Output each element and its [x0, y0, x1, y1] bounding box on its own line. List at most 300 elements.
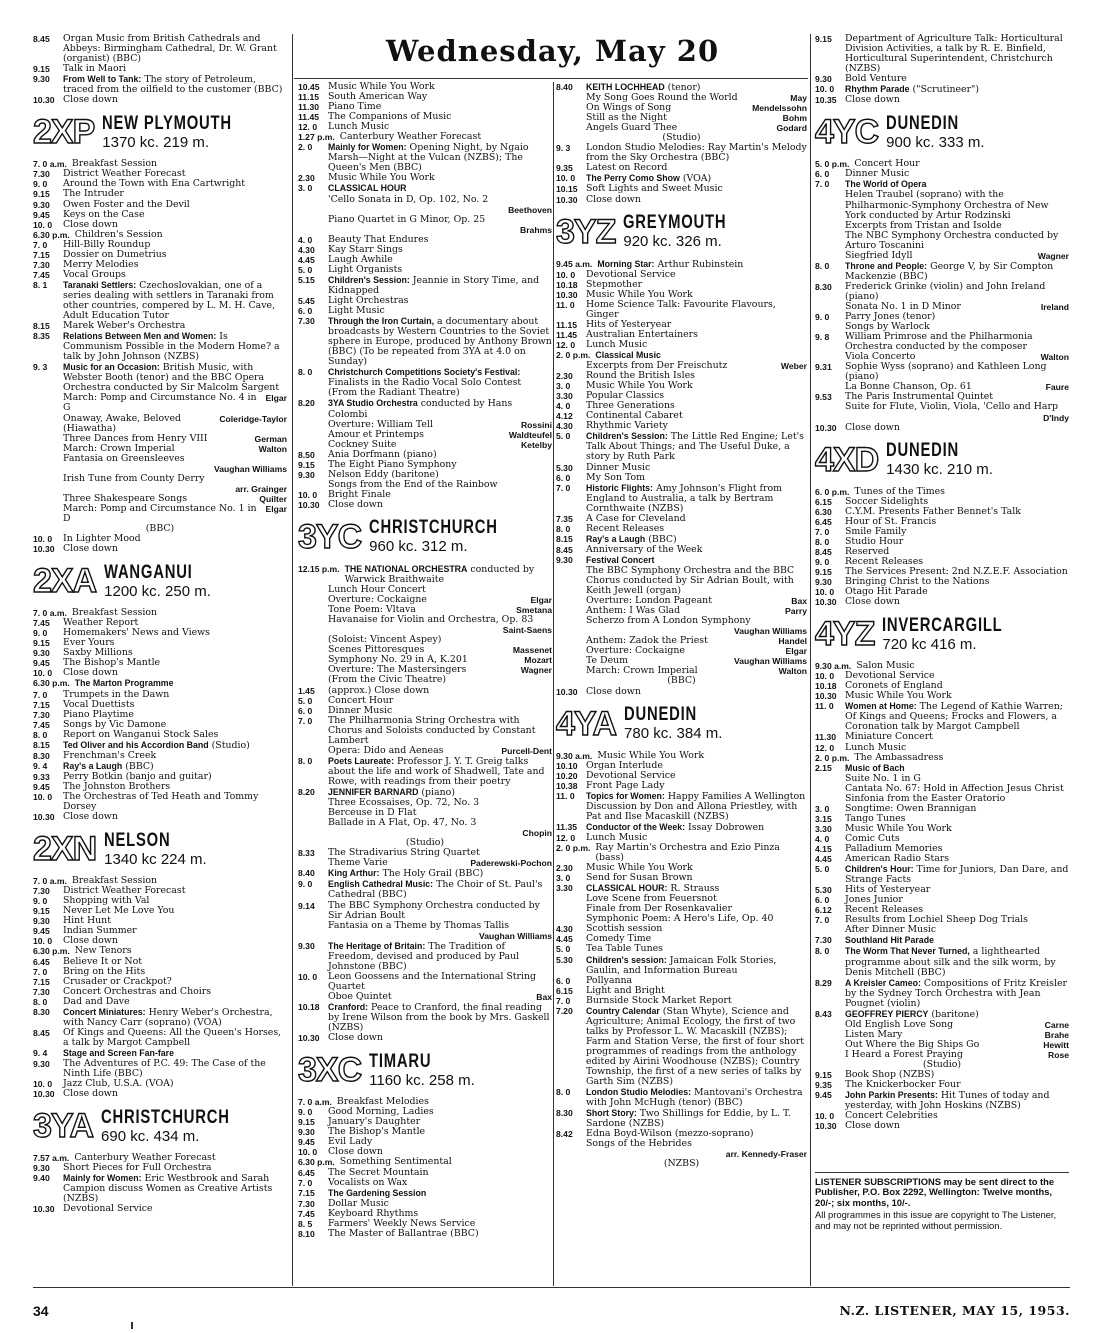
programme-text: Close down — [328, 1146, 383, 1158]
programme-text: Hits of Yesteryear — [586, 318, 672, 330]
programme-time: 7. 0 — [815, 526, 830, 537]
programme-text: Concert Orchestras and Choirs — [63, 985, 212, 997]
programme-detail: After Dinner Music — [845, 924, 937, 936]
programme-time: 9.15 — [815, 1070, 832, 1081]
programme-time: 9.45 — [815, 1090, 832, 1101]
programme-text: Good Morning, Ladies — [328, 1106, 434, 1118]
programme-time: 12. 0 — [298, 122, 318, 133]
programme-time: 9. 4 — [33, 760, 48, 771]
programme-highlight: John Parkin Presents: — [845, 1090, 938, 1101]
programme-description — [586, 195, 807, 205]
programme-time: 10.30 — [33, 544, 55, 555]
programme-time: 10.30 — [33, 1204, 55, 1215]
programme-text: Canterbury Weather Forecast — [74, 1152, 216, 1164]
programme-text: Popular Classics — [586, 390, 665, 402]
programme-highlight: Children's Hour: — [845, 864, 914, 875]
programme-entry — [298, 756, 552, 787]
programme-highlight: Rhythm Parade — [845, 84, 910, 95]
programme-text: Ania Dorfmann (piano) — [328, 448, 437, 460]
programme-text: British Music, with Webster Booth (tenor) and the BBC Opera Orchestra conducted by Sir Malcolm Sargent — [63, 362, 280, 394]
programme-time: 10.30 — [33, 95, 55, 106]
programme-text: (Stan Whyte), Science and Agriculture; Animal Ecology, the first of two talks by Professor L. W. Macaskill (NZBS); Farm and Station Verse, the first of four short programmes of readings from the anthology edited by Airini Woodhouse (NZBS); Country Township, the first of a new series of talks by Garth Sim (NZBS) — [586, 1005, 804, 1088]
programme-detail: Excerpts from Tristan and Isolde — [845, 219, 1002, 231]
composer-name: Hewitt — [1043, 1039, 1069, 1050]
programme-highlight: JENNIFER BARNARD — [328, 787, 419, 797]
composition-line — [298, 992, 552, 1002]
footer-rule — [33, 1287, 1070, 1288]
programme-time: 9.40 — [33, 1173, 50, 1184]
programme-time: 9.15 — [33, 906, 50, 917]
programme-text: The Eight Piano Symphony — [328, 458, 457, 470]
programme-entry — [556, 843, 807, 863]
station-info — [886, 441, 993, 478]
programme-highlight: London Studio Melodies: — [586, 1087, 692, 1098]
programme-entry — [298, 1229, 552, 1239]
programme-time: 4. 0 — [556, 401, 571, 412]
programme-entry — [298, 879, 552, 900]
programme-entry — [33, 668, 287, 678]
programme-time: 7. 0 a.m. — [298, 1097, 332, 1108]
programme-description — [328, 500, 552, 510]
composer-name: D'Indy — [1043, 412, 1069, 423]
programme-highlight: Throne and People: — [845, 260, 928, 271]
composition-title: Overture: William Tell — [328, 418, 433, 430]
programme-text: C.Y.M. Presents Father Bennet's Talk — [845, 505, 1021, 517]
programme-time: 11.30 — [815, 732, 837, 743]
programme-time: 6.45 — [298, 1167, 315, 1178]
programme-time: 4.30 — [556, 924, 573, 935]
programme-highlight: A Kreisler Cameo: — [845, 977, 921, 988]
programme-text: Front Page Lady — [586, 779, 665, 791]
programme-time: 10.30 — [556, 686, 578, 697]
programme-description — [328, 972, 552, 992]
programme-highlight: Christchurch Competitions Society's Festival: — [328, 367, 521, 378]
composer-name: Weber — [780, 361, 807, 372]
programme-highlight: Ray's a Laugh — [63, 760, 123, 771]
programme-entry — [298, 265, 552, 275]
programme-description — [586, 996, 807, 1006]
programme-text: Breakfast Session — [71, 875, 158, 887]
programme-time: 9.30 — [298, 940, 315, 951]
composer-name: Chopin — [522, 828, 552, 839]
programme-highlight: English Cathedral Music: — [328, 879, 434, 890]
programme-highlight: Poets Laureate: — [328, 755, 394, 766]
composition-line — [298, 931, 552, 941]
programme-text: The Paris Instrumental Quintet — [845, 391, 994, 403]
programme-time: 10.30 — [33, 1089, 55, 1100]
station-logo: 2XP — [33, 113, 95, 152]
station-info — [104, 563, 218, 600]
programme-text: Comedy Time — [586, 933, 652, 945]
programme-entry — [556, 431, 807, 462]
composer-name: arr. Grainger — [235, 483, 287, 494]
programme-time: 9.14 — [298, 900, 315, 911]
programme-text: The Services Present: 2nd N.Z.E.F. Association — [845, 565, 1068, 577]
station-header — [298, 517, 552, 557]
programme-time: 2. 0 p.m. — [815, 752, 850, 763]
programme-detail: (Soloist: Vincent Aspey) — [328, 634, 442, 646]
programme-time: 2. 0 — [298, 142, 313, 153]
programme-entry — [298, 716, 552, 746]
composer-name: Mozart — [524, 655, 552, 666]
programme-description — [845, 946, 1069, 977]
programme-text: Latest on Record — [586, 162, 668, 174]
composition-title: Tone Poem: Vltava — [328, 604, 416, 616]
programme-time: 10. 0 — [815, 671, 835, 682]
station-name: DUNEDIN — [886, 112, 960, 134]
programme-description — [63, 362, 287, 393]
programme-text: Close down — [845, 94, 900, 106]
programme-time: 9.33 — [33, 771, 50, 782]
programme-entry — [815, 854, 1069, 864]
programme-highlight: Children's session: — [586, 954, 667, 965]
programme-text: Smile Family — [845, 525, 907, 537]
programme-description — [845, 362, 1069, 382]
programme-description — [63, 1163, 287, 1173]
programme-description — [586, 1006, 807, 1087]
programme-entry — [33, 331, 287, 362]
programme-entry — [556, 791, 807, 822]
programme-time: 1.45 — [298, 685, 315, 696]
programme-time: 6.15 — [556, 985, 573, 996]
programme-text: Organ Interlude — [586, 759, 663, 771]
station-name: NEW PLYMOUTH — [102, 112, 233, 134]
composition-title: Scenes Pittoresques — [328, 644, 425, 656]
composition-title: Siegfried Idyll — [845, 249, 913, 261]
composition-line — [815, 251, 1069, 261]
programme-time: 9. 0 — [33, 896, 48, 907]
programme-time: 10. 0 — [556, 269, 576, 280]
programme-text: Canterbury Weather Forecast — [339, 131, 482, 143]
programme-text: Concert Celebrities — [845, 1110, 938, 1122]
programme-time: 7.30 — [815, 935, 832, 946]
programme-description — [854, 753, 1069, 763]
programme-text: Time for Juniors, Dan Dare, and Strange Facts — [845, 864, 1069, 886]
programme-time: 11.30 — [298, 102, 320, 113]
programme-text: (tenor) — [664, 82, 701, 93]
programme-time: 4.15 — [815, 844, 832, 854]
station-header — [33, 829, 287, 869]
programme-time: 4. 0 — [298, 234, 313, 245]
composition-title: March: Pomp and Circumstance No. 1 in D — [63, 502, 257, 524]
programme-entry — [556, 524, 807, 534]
programme-time: 6. 0 — [298, 306, 313, 317]
programme-detail: Ballade in A Flat, Op. 47, No. 3 — [328, 817, 477, 829]
programme-time: 8. 0 — [815, 260, 830, 271]
programme-description — [845, 1121, 1069, 1131]
station-header — [815, 614, 1069, 654]
programme-time: 9. 0 — [298, 1107, 313, 1118]
programme-time: 4.45 — [556, 934, 573, 945]
programme-time: 11.15 — [556, 319, 578, 330]
programme-time: 10. 0 — [298, 489, 318, 500]
programme-time: 6. 0 p.m. — [815, 486, 850, 497]
programme-text: A Case for Cleveland — [586, 512, 686, 524]
programme-text: In Lighter Mood — [63, 533, 141, 545]
composer-name: Walton — [778, 666, 807, 677]
programme-time: 8.15 — [33, 321, 50, 332]
programme-time: 9.30 — [298, 469, 315, 480]
composition-title: Symphony No. 29 in A, K.201 — [328, 654, 468, 666]
programme-description — [63, 544, 287, 554]
programme-text: (piano) — [418, 787, 455, 798]
programme-entry — [815, 74, 1069, 84]
station-header — [815, 112, 1069, 152]
programme-highlight: Children's Session: — [586, 431, 668, 442]
programme-highlight: From Well to Tank: — [63, 74, 142, 85]
programme-entry — [815, 423, 1069, 433]
programme-text: Book Shop (NZBS) — [845, 1069, 935, 1081]
programme-time: 9.30 — [33, 74, 50, 85]
programme-text: Never Let Me Love You — [63, 905, 175, 917]
programme-text: Devotional Service — [63, 1203, 153, 1215]
programme-time: 4.45 — [298, 254, 315, 265]
programme-highlight: Cranford: — [328, 1001, 369, 1012]
programme-time: 3.30 — [815, 823, 832, 834]
composer-name: Bax — [536, 991, 552, 1002]
programme-text: Eric Westbrook and Sarah Campion discuss Women as Creative Artists (NZBS) — [63, 1173, 273, 1205]
station-logo: 3YA — [33, 1107, 94, 1146]
station-info — [624, 705, 722, 742]
programme-description — [63, 280, 287, 321]
subscriptions-notice — [815, 1177, 1069, 1231]
programme-time: 7.20 — [556, 1005, 573, 1016]
programme-text: Around the Town with Ena Cartwright — [63, 178, 246, 190]
programme-entry — [298, 306, 552, 316]
programme-time: 8.30 — [815, 281, 832, 292]
programme-description — [328, 306, 552, 316]
programme-text: George V, by Sir Compton Mackenzie (BBC) — [845, 260, 1054, 282]
programme-time: 7. 0 a.m. — [33, 608, 67, 619]
programme-entry — [556, 687, 807, 697]
programme-description — [345, 564, 552, 585]
programme-time: 7. 0 a.m. — [33, 159, 67, 170]
programme-description — [586, 524, 807, 534]
programme-entry — [815, 701, 1069, 732]
programme-time: 9.30 a.m. — [815, 661, 852, 672]
programme-time: 10. 0 — [33, 792, 53, 802]
programme-highlight: CLASSICAL HOUR: — [586, 883, 668, 894]
programme-time: 10. 0 — [33, 1079, 53, 1090]
programme-description — [328, 173, 552, 183]
programme-entry — [815, 691, 1069, 701]
programme-time: 10. 0 — [815, 587, 835, 598]
programme-description — [63, 1007, 287, 1028]
programme-entry — [298, 1178, 552, 1188]
programme-text: Music While You Work — [845, 822, 952, 834]
composition-title: Angels Guard Thee — [586, 122, 678, 134]
composer-name: Rose — [1047, 1049, 1069, 1060]
programme-text: Palladium Memories — [845, 843, 943, 854]
programme-detail: Helen Traubel (soprano) with the Philharmonic-Symphony Orchestra of New York conducted by Artur Rodzinski — [845, 189, 1049, 221]
programme-time: 7.45 — [33, 269, 50, 280]
programme-text: Jeannie in Story Time, and Kidnapped — [328, 274, 540, 296]
programme-text: Dad and Dave — [63, 995, 130, 1007]
programme-text: The Legend of Kathie Warren; Of Kings and Queens; Frocks and Flowers, a Coronation talk by Margot Campbell — [845, 701, 1063, 733]
programme-description — [845, 95, 1069, 105]
programme-description — [340, 132, 552, 142]
programme-entry — [815, 261, 1069, 282]
programme-entry — [33, 730, 287, 740]
source-note: (Studio) — [922, 1058, 962, 1070]
composer-name: Bohm — [782, 113, 807, 124]
programme-entry — [298, 316, 552, 367]
programme-time: 8.20 — [298, 787, 315, 797]
programme-text: (Studio) — [208, 739, 250, 751]
programme-description — [586, 1108, 807, 1129]
composer-name: Faure — [1045, 382, 1069, 393]
programme-time: 7.30 — [33, 886, 50, 897]
composition-title: Overture: Cockaigne — [328, 594, 427, 606]
programme-time: 10.18 — [556, 279, 578, 290]
programme-description — [328, 879, 552, 900]
programme-description — [328, 756, 552, 787]
programme-time: 4. 0 — [815, 833, 830, 844]
programme-time: 4.30 — [556, 421, 573, 432]
programme-time: 10.30 — [556, 289, 578, 300]
programme-text: Home Science Talk: Favourite Flavours, Ginger — [586, 298, 776, 320]
composer-name: Wagner — [1037, 250, 1069, 261]
programme-time: 10. 0 — [33, 219, 53, 230]
programme-time: 7.30 — [298, 1198, 315, 1209]
composer-name: Carne — [1044, 1019, 1069, 1030]
programme-time: 3.30 — [556, 883, 573, 894]
programme-time: 7. 0 — [33, 239, 48, 250]
programme-time: 9.30 a.m. — [556, 750, 593, 761]
programme-text: Close down — [63, 218, 118, 230]
programme-description — [328, 1002, 552, 1033]
programme-description — [845, 332, 1069, 352]
composition-title: March: Pomp and Circumstance No. 4 in G — [63, 392, 257, 414]
programme-time: 6. 0 — [815, 169, 830, 180]
programme-time: 10.30 — [815, 597, 837, 608]
programme-text: Breakfast Session — [71, 158, 158, 170]
programme-time: 5. 0 p.m. — [815, 159, 850, 170]
composition-title: March: Crown Imperial — [63, 442, 175, 454]
programme-text: Finalists in the Radio Vocal Solo Contest (From the Radiant Theatre) — [328, 377, 522, 399]
programme-time: 7. 0 — [298, 715, 313, 726]
programme-text: Close down — [845, 421, 900, 433]
programme-entry — [33, 544, 287, 554]
programme-entry — [556, 163, 807, 173]
programme-text: Close down — [586, 193, 641, 205]
programme-time: 7.45 — [298, 1208, 315, 1219]
station-name: GREYMOUTH — [623, 212, 727, 234]
composer-name: Walton — [258, 443, 287, 454]
programme-entry — [33, 936, 287, 946]
programme-time: 6. 0 — [815, 895, 830, 906]
programme-time: 9.30 — [298, 1127, 315, 1138]
programme-text: Piano Playtime — [63, 708, 134, 720]
programme-detail: Symphonic Poem: A Hero's Life, Op. 40 — [586, 913, 774, 925]
programme-time: 8.40 — [298, 868, 315, 879]
programme-time: 9.45 a.m. — [556, 258, 593, 269]
programme-entry — [298, 142, 552, 173]
programme-text: Light Music — [328, 305, 385, 317]
programme-time: 6. 0 — [298, 705, 313, 716]
programme-highlight: Taranaki Settlers: — [63, 279, 137, 290]
composition-title: March: Crown Imperial — [586, 665, 698, 677]
programme-entry — [33, 792, 287, 812]
composer-name: Quilter — [259, 493, 287, 504]
programme-description — [63, 668, 287, 678]
programme-text: Is Communism Possible in the Modern Home? a talk by John Johnson (NZBS) — [63, 331, 280, 363]
programme-time: 10.30 — [298, 1033, 320, 1044]
programme-text: The Adventures of P.C. 49: The Case of the Ninth Life (BBC) — [63, 1057, 266, 1080]
programme-time: 10.35 — [815, 95, 837, 106]
programme-highlight: The Worm That Never Turned, — [845, 946, 970, 957]
programme-detail: (From the Civic Theatre) — [328, 674, 447, 686]
programme-time: 10.45 — [298, 82, 320, 92]
programme-text: Weather Report — [63, 617, 139, 629]
programme-text: R. Strauss — [667, 883, 720, 895]
composition-title: Te Deum — [586, 655, 629, 667]
programme-description — [845, 34, 1069, 74]
programme-entry — [33, 812, 287, 822]
programme-time: 9.15 — [33, 64, 50, 75]
programme-detail: Suite No. 1 in G — [845, 772, 921, 784]
programme-text: conducted by Hans Colombi — [328, 398, 513, 420]
station-frequency: 780 kc. 384 m. — [624, 725, 723, 743]
programme-time: 5.15 — [298, 274, 315, 285]
programme-highlight: The Perry Como Show — [586, 173, 680, 184]
programme-time: 10. 0 — [33, 534, 53, 545]
programme-highlight: CLASSICAL HOUR — [328, 183, 407, 194]
programme-time: 9.30 — [33, 916, 50, 927]
programme-text: The Choir of St. Paul's Cathedral (BBC) — [328, 879, 543, 901]
programme-text: Perry Botkin (banjo and guitar) — [63, 770, 212, 782]
programme-text: Breakfast Session — [71, 607, 158, 619]
programme-description — [63, 74, 287, 95]
programme-description — [63, 751, 287, 761]
programme-time: 9. 0 — [33, 179, 48, 190]
composer-name: Bax — [791, 596, 807, 607]
programme-text: South American Way — [328, 91, 428, 103]
composition-line — [298, 858, 552, 868]
programme-text: Scottish session — [586, 923, 663, 935]
source-note: (NZBS) — [663, 1158, 700, 1170]
programme-entry — [815, 946, 1069, 977]
programme-text: (VOA) — [679, 173, 712, 185]
programme-time: 7.30 — [33, 986, 50, 997]
composer-name: Ketelby — [520, 439, 552, 450]
programme-time: 7.30 — [33, 169, 50, 180]
composer-name: Ireland — [1040, 301, 1069, 312]
programme-text: Kay Starr Sings — [328, 243, 403, 255]
programme-entry — [815, 753, 1069, 763]
programme-time: 10. 0 — [815, 1111, 835, 1122]
station-info — [104, 831, 207, 868]
programme-detail: Finale from Der Rosenkavalier — [586, 903, 732, 915]
programme-entry — [815, 978, 1069, 1009]
programme-time: 5.30 — [815, 885, 832, 896]
programme-entry — [815, 34, 1069, 74]
programme-text: Owen Foster and the Devil — [63, 198, 190, 210]
programme-text: Tango Tunes — [845, 812, 906, 824]
programme-text: The Tradition of Freedom, devised and produced by Paul Johnstone (BBC) — [328, 940, 520, 972]
subscriptions-rule — [815, 1172, 1069, 1173]
programme-detail: Fantasia on a Theme by Thomas Tallis — [328, 919, 510, 931]
programme-text: Songs by Vic Damone — [63, 718, 167, 730]
composition-title: Excerpts from Der Freischutz — [586, 360, 728, 372]
programme-entry — [556, 873, 807, 883]
programme-entry — [815, 1121, 1069, 1131]
programme-description — [328, 275, 552, 296]
source-note: (BBC) — [145, 523, 175, 535]
composition-title: Old English Love Song — [845, 1018, 954, 1030]
programme-text: Stepmother — [586, 278, 643, 290]
programme-entry — [556, 1087, 807, 1108]
